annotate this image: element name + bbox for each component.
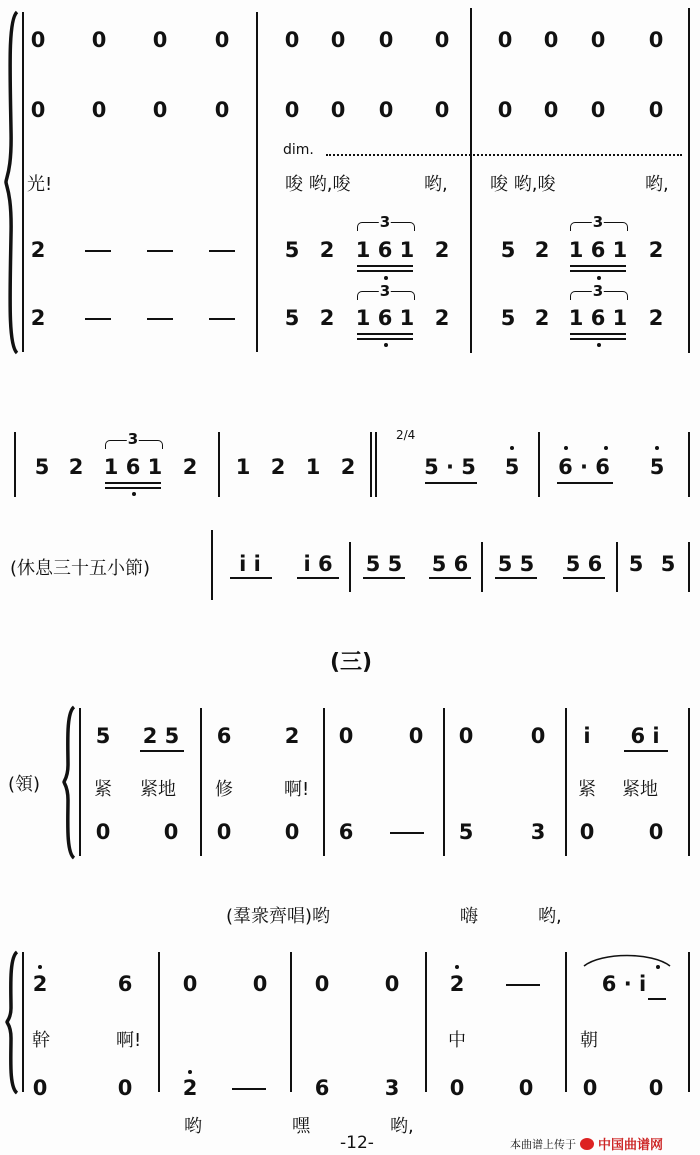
note: 5	[458, 820, 474, 844]
note: 1	[305, 455, 321, 479]
note: 0	[590, 28, 606, 52]
triplet-number: 3	[592, 213, 604, 231]
note: 0	[284, 98, 300, 122]
note: 0	[384, 972, 400, 996]
note: 5	[649, 455, 665, 479]
note: 2	[68, 455, 84, 479]
note-group: 5 6	[565, 552, 603, 576]
barline	[211, 530, 213, 600]
extension-dash	[232, 1088, 266, 1090]
lyric: 唆 哟,唆	[285, 174, 351, 195]
note-group: 6 i	[630, 724, 660, 748]
note: 5	[500, 238, 516, 262]
octave-dot	[656, 965, 660, 969]
note: 0	[579, 820, 595, 844]
octave-dot	[604, 446, 608, 450]
underline	[563, 577, 605, 579]
lyric: 紧地	[622, 779, 658, 800]
barline	[688, 432, 690, 497]
section-title: (三)	[330, 650, 373, 675]
underline	[624, 750, 668, 752]
underline	[495, 577, 537, 579]
barline	[565, 708, 567, 856]
note: 0	[458, 724, 474, 748]
note-group: 5 6	[431, 552, 469, 576]
note: 6	[216, 724, 232, 748]
note: 2	[319, 306, 335, 330]
note-group: 2 5	[142, 724, 180, 748]
extension-dash	[85, 318, 111, 320]
barline	[79, 708, 81, 856]
extension-dash	[390, 832, 424, 834]
extension-dash	[147, 318, 173, 320]
time-signature: 2/4	[396, 428, 416, 442]
note: 5	[34, 455, 50, 479]
note: 6	[338, 820, 354, 844]
barline	[22, 12, 24, 352]
note-group: 1 6 1	[355, 238, 415, 262]
lyric: 紧地	[140, 779, 176, 800]
note: 0	[648, 28, 664, 52]
note: 5	[660, 552, 676, 576]
lyric: 啊!	[284, 779, 310, 800]
note: 2	[434, 238, 450, 262]
octave-dot	[384, 276, 388, 280]
lyric: 啊!	[116, 1030, 142, 1051]
note: 0	[518, 1076, 534, 1100]
note: 0	[530, 724, 546, 748]
barline	[349, 542, 351, 592]
octave-dot	[597, 276, 601, 280]
barline	[425, 952, 427, 1092]
note: 0	[330, 28, 346, 52]
note: 0	[497, 98, 513, 122]
note-group: 1 6 1	[103, 455, 163, 479]
page-number: -12-	[340, 1133, 374, 1153]
system1-brace	[4, 10, 20, 355]
lyric: 朝	[580, 1030, 598, 1051]
note: 5	[284, 306, 300, 330]
part-label: (領)	[8, 774, 41, 795]
underline	[357, 338, 413, 340]
note-group: 5 5	[365, 552, 403, 576]
note: 1	[235, 455, 251, 479]
underline	[357, 265, 413, 267]
note: 0	[182, 972, 198, 996]
note: 0	[497, 28, 513, 52]
system3-brace	[62, 705, 76, 860]
barline	[565, 952, 567, 1092]
underline	[570, 338, 626, 340]
barline	[22, 952, 24, 1092]
underline	[297, 577, 339, 579]
note: 2	[284, 724, 300, 748]
note: 0	[216, 820, 232, 844]
note: i	[583, 724, 591, 748]
note: 0	[330, 98, 346, 122]
chorus-word: 嗨	[460, 906, 478, 927]
barline	[375, 432, 377, 497]
system4-brace	[5, 950, 19, 1095]
octave-dot	[510, 446, 514, 450]
underline	[230, 577, 272, 579]
note: 0	[252, 972, 268, 996]
barline	[14, 432, 16, 497]
upload-text: 本曲谱上传于	[510, 1137, 576, 1151]
note: 2	[534, 306, 550, 330]
underline	[105, 487, 161, 489]
octave-dot	[132, 492, 136, 496]
extension-dash	[209, 318, 235, 320]
barline	[481, 542, 483, 592]
note: 2	[30, 238, 46, 262]
extension-dash	[85, 250, 111, 252]
note: 0	[338, 724, 354, 748]
footer-watermark	[510, 1134, 663, 1153]
barline	[443, 708, 445, 856]
underline	[429, 577, 471, 579]
note: 0	[32, 1076, 48, 1100]
note: 2	[648, 306, 664, 330]
note: 0	[378, 98, 394, 122]
note: 0	[284, 820, 300, 844]
note-group: 5 5	[497, 552, 535, 576]
note-group: 1 6 1	[568, 238, 628, 262]
octave-dot	[455, 965, 459, 969]
lyric: 哟,	[645, 174, 669, 195]
note-group: 6 · 6	[558, 455, 610, 479]
chorus-line: (羣衆齊唱)哟	[226, 906, 331, 927]
note-group: 1 6 1	[568, 306, 628, 330]
note-group: i i	[239, 552, 261, 576]
note: 5	[628, 552, 644, 576]
underline	[425, 482, 477, 484]
barline	[538, 432, 540, 497]
site-logo-icon	[580, 1138, 594, 1150]
octave-dot	[655, 446, 659, 450]
underline	[363, 577, 405, 579]
lyric: 修	[215, 779, 233, 800]
note-group: 1 6 1	[355, 306, 415, 330]
triplet-number: 3	[379, 282, 391, 300]
note: 0	[30, 98, 46, 122]
barline	[688, 8, 690, 353]
triplet-number: 3	[592, 282, 604, 300]
note: 0	[449, 1076, 465, 1100]
triplet-number: 3	[379, 213, 391, 231]
note: 2	[434, 306, 450, 330]
note: 0	[434, 28, 450, 52]
lyric: 唆 哟,唆	[490, 174, 556, 195]
underline	[557, 482, 613, 484]
note: 0	[284, 28, 300, 52]
lyric: 紧	[94, 779, 112, 800]
note: 0	[590, 98, 606, 122]
note: 0	[91, 28, 107, 52]
note: 3	[384, 1076, 400, 1100]
underline	[570, 270, 626, 272]
note-group: i 6	[303, 552, 333, 576]
note: 0	[91, 98, 107, 122]
note: 0	[378, 28, 394, 52]
triplet-number: 3	[127, 430, 139, 448]
barline	[688, 542, 690, 592]
note: 5	[284, 238, 300, 262]
underline	[570, 333, 626, 335]
barline	[688, 952, 690, 1092]
lyric: 中	[448, 1030, 466, 1051]
barline	[256, 12, 258, 352]
lyric: 幹	[32, 1030, 50, 1051]
extension-dash	[506, 984, 540, 986]
note: 3	[530, 820, 546, 844]
note: 0	[152, 98, 168, 122]
barline	[200, 708, 202, 856]
barline	[616, 542, 618, 592]
extension-dash	[209, 250, 235, 252]
note: 2	[30, 306, 46, 330]
barline	[323, 708, 325, 856]
chorus-word: 哟,	[538, 906, 562, 927]
lyric: 光!	[27, 174, 53, 195]
note-group: 5 · 5	[424, 455, 476, 479]
note: 5	[504, 455, 520, 479]
note: 0	[434, 98, 450, 122]
octave-dot	[384, 343, 388, 347]
note: 2	[182, 455, 198, 479]
underline	[357, 270, 413, 272]
barline	[218, 432, 220, 497]
note: 6	[314, 1076, 330, 1100]
dynamic-marking: dim.	[283, 142, 314, 158]
note: 2	[648, 238, 664, 262]
note: 0	[214, 28, 230, 52]
note: 2	[449, 972, 465, 996]
note: 5	[500, 306, 516, 330]
octave-dot	[597, 343, 601, 347]
note: 0	[152, 28, 168, 52]
bottom-word: 嘿	[292, 1116, 310, 1137]
note: 2	[270, 455, 286, 479]
note: 0	[543, 98, 559, 122]
underline	[140, 750, 184, 752]
note: 0	[214, 98, 230, 122]
barline	[290, 952, 292, 1092]
barline	[470, 8, 472, 353]
note: 2	[319, 238, 335, 262]
note: 0	[163, 820, 179, 844]
barline	[688, 708, 690, 856]
underline	[648, 998, 666, 1000]
lyric: 紧	[578, 779, 596, 800]
underline	[357, 333, 413, 335]
note: 2	[340, 455, 356, 479]
extension-dash	[147, 250, 173, 252]
octave-dot	[188, 1070, 192, 1074]
lyric: 哟,	[424, 174, 448, 195]
note: 0	[648, 98, 664, 122]
bottom-word: 哟	[184, 1116, 202, 1137]
note: 0	[582, 1076, 598, 1100]
bottom-word: 哟,	[390, 1116, 414, 1137]
note: 0	[648, 1076, 664, 1100]
site-name: 中国曲谱网	[598, 1138, 664, 1153]
note: 0	[314, 972, 330, 996]
note: 5	[95, 724, 111, 748]
underline	[105, 482, 161, 484]
rest-text: (休息三十五小節)	[10, 558, 151, 579]
note: 0	[543, 28, 559, 52]
octave-dot	[564, 446, 568, 450]
barline	[158, 952, 160, 1092]
note: 0	[95, 820, 111, 844]
note: 2	[182, 1076, 198, 1100]
note: 0	[30, 28, 46, 52]
octave-dot	[38, 965, 42, 969]
barline	[370, 432, 372, 497]
note: 0	[408, 724, 424, 748]
note-group: 6 · i	[601, 972, 647, 996]
note: 2	[534, 238, 550, 262]
dim-dotted-line	[326, 154, 682, 156]
note: 6	[117, 972, 133, 996]
note: 0	[648, 820, 664, 844]
underline	[570, 265, 626, 267]
note: 0	[117, 1076, 133, 1100]
note: 2	[32, 972, 48, 996]
